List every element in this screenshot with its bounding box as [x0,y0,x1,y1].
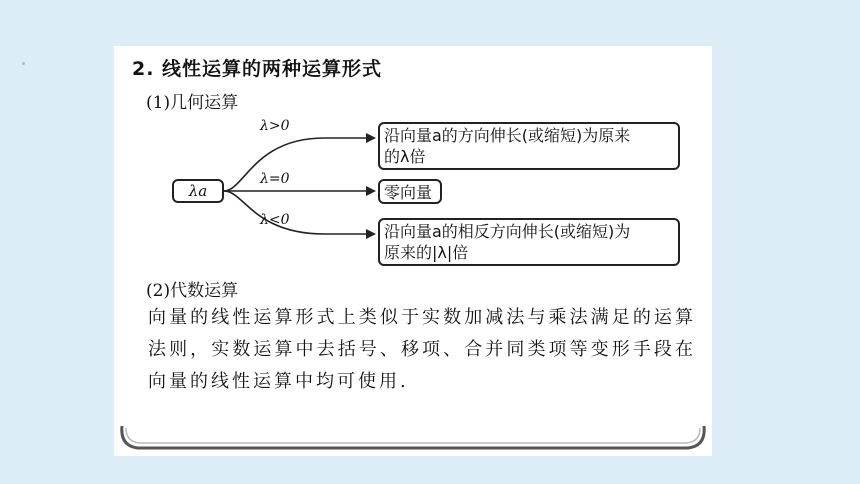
result-box-positive [378,122,680,170]
result-positive-line2: 的λ倍 [384,147,426,166]
result-negative-line1: 沿向量a的相反方向伸长(或缩短)为 [384,222,631,241]
lambda-a-box: λa [172,179,224,203]
geometry-diagram [164,116,694,266]
content-card [114,46,712,456]
section-title: 2. 线性运算的两种运算形式 [132,58,383,80]
result-box-zero [378,179,442,204]
scroll-curl-decoration [114,422,712,456]
algebra-paragraph: 向量的线性运算形式上类似于实数加减法与乘法满足的运算法则，实数运算中去括号、移项、合并同类项等变形手段在向量的线性运算中均可使用. [148,307,696,392]
result-box-negative [378,218,680,266]
result-negative-line2: 原来的|λ|倍 [384,243,469,262]
algebra-subtitle: (2)代数运算 [146,281,239,301]
condition-positive: λ>0 [260,118,290,134]
condition-negative: λ<0 [260,212,290,228]
condition-zero: λ=0 [260,171,290,187]
decorative-dot [22,62,25,65]
geometry-subtitle: (1)几何运算 [146,93,239,113]
result-zero-line1: 零向量 [384,183,433,202]
result-positive-line1: 沿向量a的方向伸长(或缩短)为原来 [384,126,631,145]
